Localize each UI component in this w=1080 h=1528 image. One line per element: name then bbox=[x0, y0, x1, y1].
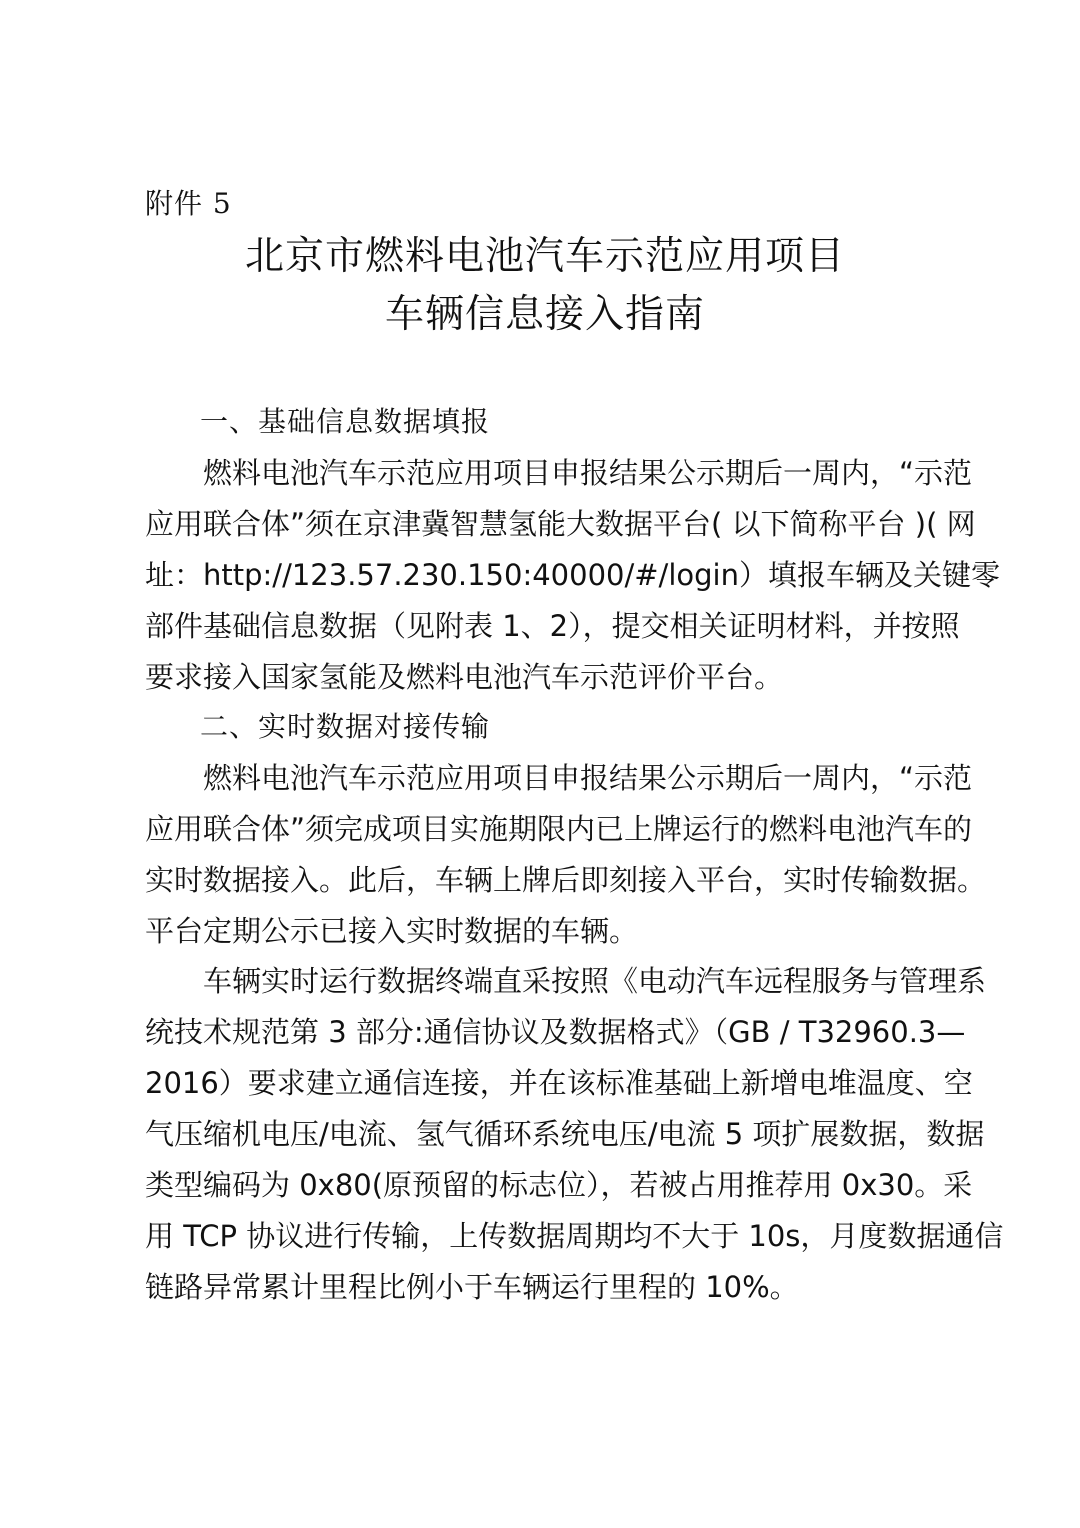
paragraph-line: 平台定期公示已接入实时数据的车辆。 bbox=[145, 914, 639, 948]
paragraph-line: 部件基础信息数据（见附表 1、2），提交相关证明材料，并按照 bbox=[145, 609, 960, 643]
paragraph-line: 链路异常累计里程比例小于车辆运行里程的 10%。 bbox=[145, 1270, 799, 1304]
paragraph-line: 燃料电池汽车示范应用项目申报结果公示期后一周内，“示范 bbox=[145, 761, 973, 795]
paragraph-line: 应用联合体”须完成项目实施期限内已上牌运行的燃料电池汽车的 bbox=[145, 812, 973, 846]
paragraph-line: 应用联合体”须在京津冀智慧氢能大数据平台( 以下简称平台 )( 网 bbox=[145, 507, 976, 541]
paragraph-line: 类型编码为 0x80(原预留的标志位），若被占用推荐用 0x30。采 bbox=[145, 1168, 973, 1202]
section-heading-basic-info: 一、基础信息数据填报 bbox=[200, 405, 491, 438]
paragraph-line: 用 TCP 协议进行传输，上传数据周期均不大于 10s，月度数据通信 bbox=[145, 1219, 1004, 1253]
paragraph-line: 2016）要求建立通信连接，并在该标准基础上新增电堆温度、空 bbox=[145, 1066, 973, 1100]
paragraph-line: 实时数据接入。此后，车辆上牌后即刻接入平台，实时传输数据。 bbox=[145, 863, 987, 897]
attachment-label: 附件 5 bbox=[145, 187, 232, 220]
paragraph-line: 车辆实时运行数据终端直采按照《电动汽车远程服务与管理系 bbox=[145, 964, 987, 998]
paragraph-line: 要求接入国家氢能及燃料电池汽车示范评价平台。 bbox=[145, 660, 784, 694]
paragraph-line: 统技术规范第 3 部分:通信协议及数据格式》（GB / T32960.3— bbox=[145, 1015, 966, 1049]
paragraph-terminal-protocol bbox=[145, 956, 1004, 1313]
paragraph-realtime-access bbox=[145, 753, 987, 957]
document-title-line-1: 北京市燃料电池汽车示范应用项目 bbox=[244, 234, 845, 279]
document-title-line-2: 车辆信息接入指南 bbox=[384, 292, 705, 337]
section-heading-realtime-data: 二、实时数据对接传输 bbox=[200, 710, 491, 743]
paragraph-line: 燃料电池汽车示范应用项目申报结果公示期后一周内，“示范 bbox=[145, 456, 973, 490]
paragraph-line: 址：http://123.57.230.150:40000/#/login）填报车辆及关键零 bbox=[145, 558, 1000, 592]
paragraph-line: 气压缩机电压/电流、氢气循环系统电压/电流 5 项扩展数据，数据 bbox=[145, 1117, 985, 1151]
paragraph-basic-info bbox=[145, 448, 1000, 703]
